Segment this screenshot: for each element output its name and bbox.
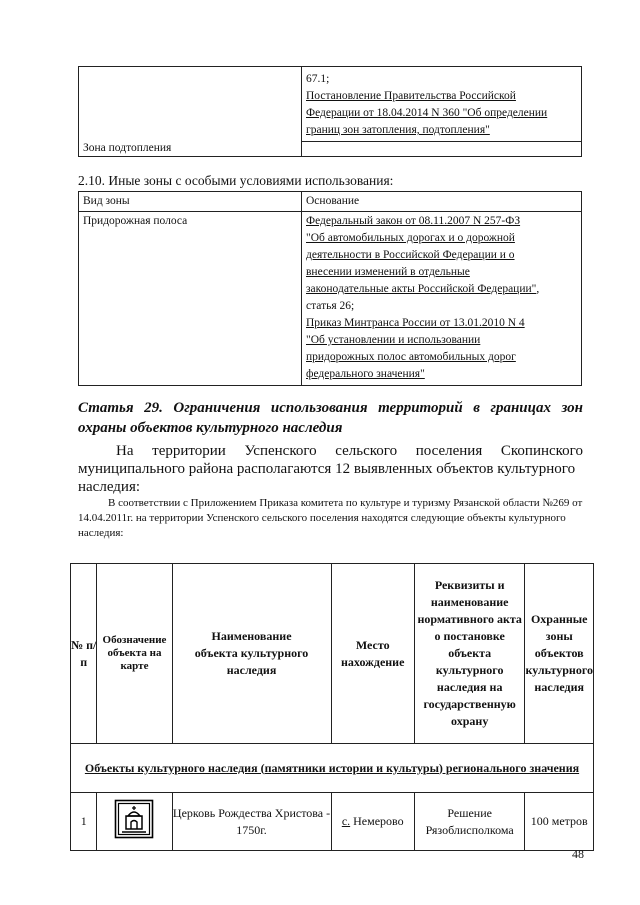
church-icon [114, 799, 154, 839]
basis-line: 67.1; [306, 73, 330, 85]
flood-zone-cell [79, 67, 302, 157]
basis-link[interactable]: деятельности в Российской Федерации и о [306, 249, 515, 261]
place-name: Немерово [353, 814, 404, 828]
col-header-basis: Основание [302, 192, 582, 212]
col-header-number: № п/п [71, 564, 97, 744]
basis-link[interactable]: федерального значения" [306, 368, 425, 380]
section-title: Объекты культурного наследия (памятники истории и культуры) регионального значения [71, 744, 594, 793]
basis-link[interactable]: "Об автомобильных дорогах и о дорожной [306, 232, 515, 244]
row-basis [302, 212, 582, 386]
basis-line: статья 26; [306, 300, 355, 312]
row-number: 1 [71, 793, 97, 851]
flood-zone-basis [302, 67, 582, 142]
empty-cell [302, 142, 582, 157]
protection-zone-cell: 100 метров [525, 793, 594, 851]
basis-link[interactable]: границ зон затопления, подтопления" [306, 124, 490, 136]
basis-link[interactable]: Приказ Минтранса России от 13.01.2010 N 4 [306, 317, 525, 329]
flood-zone-table [78, 66, 582, 157]
object-name: Церковь Рождества Христова - 1750г. [172, 793, 331, 851]
other-zones-table [78, 191, 582, 386]
flood-zone-label: Зона подтопления [83, 142, 172, 154]
col-header-object-name: Наименование объекта культурного наследия [172, 564, 331, 744]
paragraph-first-line [78, 442, 583, 460]
word: сельского [335, 443, 398, 459]
col-header-map-symbol: Обозначение объекта на карте [97, 564, 172, 744]
word: Успенского [244, 443, 317, 459]
col-header-location: Место нахождение [331, 564, 414, 744]
basis-link[interactable]: "Об установлении и использовании [306, 334, 481, 346]
col-header-protection-zone: Охранные зоны объектов культурного наследия [525, 564, 594, 744]
paragraph-rest: муниципального района располагаются 12 выявленных объектов культурного наследия: [78, 461, 576, 495]
order-reference-text: В соответствии с Приложением Приказа комитета по культуре и туризму Рязанской области №269 от 14.04.2011г. на территории Успенского сельского поселения находятся следующие объекты культурного наследия: [78, 497, 583, 539]
article-29-paragraph [78, 442, 583, 496]
basis-link[interactable]: Федеральный закон от 08.11.2007 N 257-ФЗ [306, 215, 521, 227]
article-29-heading: Статья 29. Ограничения использования территорий в границах зон охраны объектов культурного наследия [78, 400, 583, 436]
act-cell: Решение Рязоблисполкома [414, 793, 525, 851]
word: Скопинского [500, 443, 583, 459]
basis-line: законодательные акты Российской Федерации", [306, 283, 540, 295]
basis-link[interactable]: Постановление Правительства Российской [306, 90, 516, 102]
map-symbol-cell [97, 793, 172, 851]
word: поселения [415, 443, 483, 459]
basis-link[interactable]: Федерации от 18.04.2014 N 360 "Об определении [306, 107, 548, 119]
basis-link[interactable]: законодательные акты Российской Федерации" [306, 283, 537, 295]
page-number: 48 [572, 847, 584, 861]
col-header-act: Реквизиты и наименование нормативного акта о постановке объекта культурного наследия на государственную охрану [414, 564, 525, 744]
table-row [71, 793, 594, 851]
basis-link[interactable]: придорожных полос автомобильных дорог [306, 351, 516, 363]
word: На [116, 443, 134, 459]
basis-link[interactable]: внесении изменений в отдельные [306, 266, 470, 278]
place-prefix: с. [341, 814, 351, 828]
order-reference-paragraph [78, 496, 583, 541]
heritage-objects-table [70, 563, 594, 851]
location-cell [331, 793, 414, 851]
row-zone-name: Придорожная полоса [79, 212, 302, 386]
word: территории [152, 443, 226, 459]
col-header-zone-type: Вид зоны [79, 192, 302, 212]
section-210-title: 2.10. Иные зоны с особыми условиями использования: [78, 173, 394, 188]
